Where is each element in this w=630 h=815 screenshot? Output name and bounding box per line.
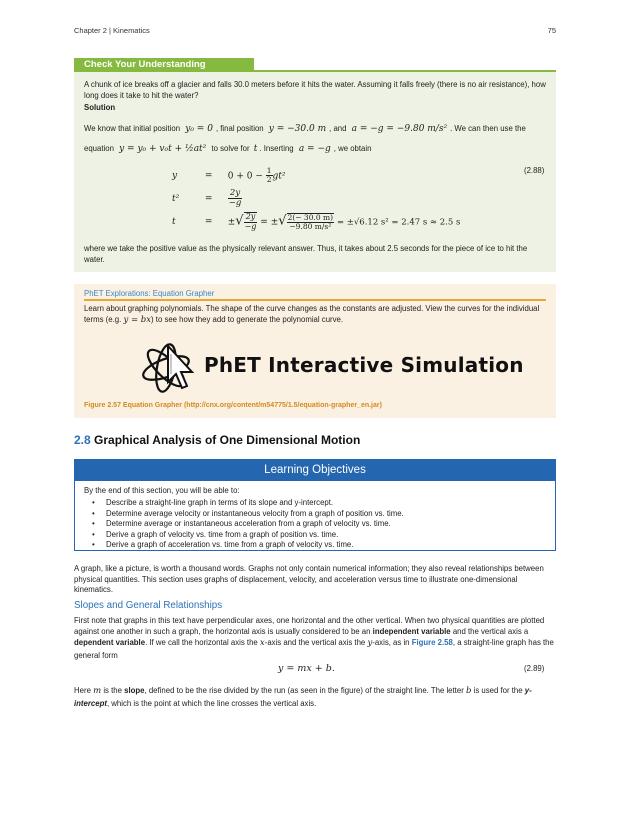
math-kinematic-equation: y = y₀ + v₀t + ½at² [119,144,207,154]
paragraph-text: First note that graphs in this text have perpendicular axes, one horizontal and the other vertical. When two physical quantities are plotted against one another in such a graph, the horizontal axis is usually considered to be an [74,616,545,637]
page-number: 75 [547,26,556,35]
math-x: x [259,638,265,649]
paragraph-text: -axis and the vertical axis the [264,638,366,648]
term-slope: slope [124,686,145,695]
conclusion-text: where we take the positive value as the physically relevant answer. Thus, it takes about 2.5 seconds for the piece of ice to hit the water. [84,244,528,264]
section-heading [74,432,360,448]
subsection-heading: Slopes and General Relationships [74,600,223,611]
term-dependent-variable: dependent variable [74,638,146,648]
math-m: m [93,686,102,696]
learning-objectives-title: Learning Objectives [74,459,556,481]
paragraph-text: , defined to be the rise divided by the run (as seen in the figure) of the straight line. The letter [144,686,464,695]
math-b: b [465,686,472,696]
check-understanding-rule [254,70,556,72]
figure-link[interactable]: Figure 2.58 [411,638,453,648]
intro-paragraph: A graph, like a picture, is worth a thousand words. Graphs not only contain numerical information; they also reveal relationships between physical quantities. This section uses graphs of displacement, velocity, and acceleration versus time to illustrate one-dimensional kinematics. [74,564,544,595]
plus-minus: ± [227,217,236,228]
phet-desc-text: Learn about graphing polynomials. The shape of the curve changes as the constants are adjusted. View the curves for the individual terms (e.g. [84,304,540,324]
learning-objectives-list [92,498,542,551]
math-y: y = −30.0 m [268,124,327,134]
eq-rhs-term: gt² [272,171,286,182]
phet-description [84,304,546,326]
phet-heading[interactable]: PhET Explorations: Equation Grapher [84,289,215,298]
phet-banner-text[interactable]: PhET Interactive Simulation [204,353,524,377]
equation-line-3: t = ±√ $\frac{2y}{-g}$ = ±√ $\frac{2(- 30.0 m)}{\text{−9.80 m/s²}}$ = ±√6.12 s² = 2.47 s ≈ 2.5 s [172,212,461,231]
fraction-under-root-1: $\frac{2y}{-g}$ [244,212,257,231]
learning-objectives-intro: By the end of this section, you will be able to: [84,486,240,495]
section-number: 2.8 [74,433,91,447]
list-item: • Determine average or instantaneous acceleration from a graph of velocity vs. time. [92,519,542,530]
eq-rhs: 0 + 0 − [227,171,263,182]
math-y: y [367,638,373,649]
equation-number: (2.88) [524,166,545,175]
equation-number: (2.89) [524,664,545,673]
fraction-one-half: $\frac{1}{2}$ [266,166,272,185]
section-title: Graphical Analysis of One Dimensional Motion [94,433,361,447]
running-header [74,26,556,38]
solution-text: , we obtain [333,144,372,153]
math-a: a = −g = −9.80 m/s² [351,124,448,134]
list-item: • Derive a graph of acceleration vs. time from a graph of velocity vs. time. [92,540,542,551]
term-independent-variable: independent variable [372,627,451,637]
solution-text: . Inserting [259,144,294,153]
solution-line-2 [84,143,546,155]
plus-minus: ± [270,217,279,228]
solution-text: , final position [215,124,264,133]
paragraph-text: and the vertical axis a [452,627,529,637]
solution-text: to solve for [211,144,250,153]
figure-caption: Figure 2.57 Equation Grapher (http://cnx.org/content/m54775/1.5/equation-grapher_en.jar) [84,402,382,409]
eq-lhs: y [172,171,178,182]
paragraph-text: . If we call the horizontal axis the [145,638,258,648]
paragraph-text: Here [74,686,91,695]
equation-line: y = mx + b. [278,663,335,674]
solution-text: We know that initial position [84,124,181,133]
list-item: • Derive a graph of velocity vs. time from a graph of position vs. time. [92,530,542,541]
fraction-2y-over-g: $\frac{2y}{-g}$ [228,188,242,209]
paragraph-text: , a straight-line graph has the general form [74,638,554,660]
list-item: • Determine average velocity or instantaneous velocity from a graph of position vs. time. [92,509,542,520]
check-understanding-title: Check Your Understanding [74,58,254,72]
solution-line-1 [84,123,546,135]
solution-text: equation [84,144,114,153]
paragraph-text: -axis, as in [372,638,410,648]
eq-result: = ±√6.12 s² = 2.47 s ≈ 2.5 s [336,217,461,228]
solution-label: Solution [84,103,116,112]
eq-lhs: t² [172,194,180,205]
solution-text: . We can then use the [450,124,526,133]
term-y-intercept: y-intercept [74,686,532,708]
math-t: t [253,144,258,154]
equation-line-2: t² = $\frac{2y}{-g}$ [172,188,242,209]
math-y-bx: y = bx [123,314,152,325]
paragraph-text: is the [103,686,122,695]
solution-text: , and [329,124,347,133]
problem-text: A chunk of ice breaks off a glacier and falls 30.0 meters before it hits the water. Assuming it falls freely (there is no air resistance), how long does it take to hit the water? [84,80,546,100]
phet-atom-cursor-icon[interactable] [140,338,200,396]
chapter-label: Chapter 2 | Kinematics [74,26,150,35]
list-item: • Describe a straight-line graph in terms of its slope and y-intercept. [92,498,542,509]
fraction-under-root-2: $\frac{2(- 30.0 m)}{\text{−9.80 m/s²}}$ [287,212,334,231]
slopes-paragraph-2 [74,685,556,709]
paragraph-text: , which is the point at which the line crosses the vertical axis. [106,698,317,708]
eq-lhs: t [172,217,176,228]
slopes-paragraph-1 [74,615,556,661]
phet-rule [84,299,546,301]
equation-line-1: y = 0 + 0 − $\frac{1}{2}$ gt² [172,166,286,185]
math-substitution: a = −g [298,144,331,154]
paragraph-text: is used for the [473,686,523,695]
math-y0: y₀ = 0 [185,124,213,134]
phet-desc-text: ) to see how they add to generate the polynomial curve. [151,314,344,324]
